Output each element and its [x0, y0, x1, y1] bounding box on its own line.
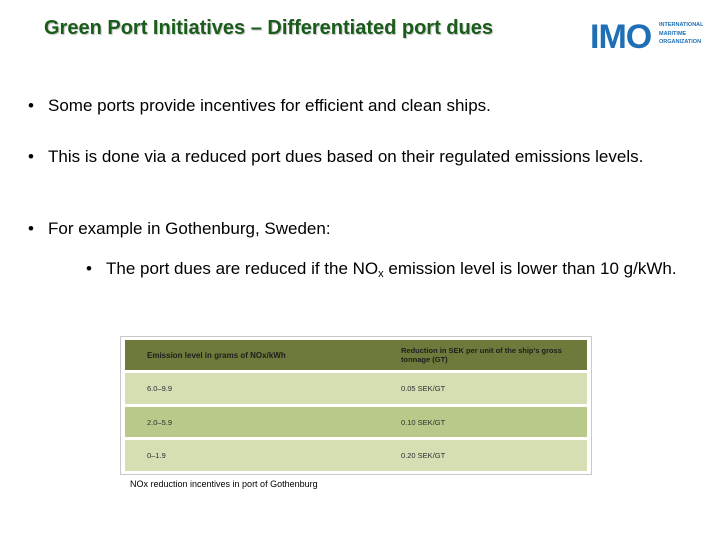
bullet-dot: • [28, 147, 34, 166]
table-cell: 2.0–5.9 [125, 405, 379, 439]
bullet-text-post: emission level is lower than 10 g/kWh. [383, 259, 677, 278]
slide-title: Green Port Initiatives – Differentiated port dues [44, 17, 493, 39]
bullet-dot: • [28, 96, 34, 115]
imo-logo [590, 16, 710, 56]
bullet-text: Some ports provide incentives for efficient and clean ships. [48, 96, 491, 115]
bullet-gothenburg-example [28, 218, 708, 240]
bullet-dot: • [86, 259, 92, 278]
table-cell: 0.20 SEK/GT [379, 439, 587, 471]
bullet-reduced-dues [28, 146, 708, 168]
bullet-text: For example in Gothenburg, Sweden: [48, 219, 331, 238]
nox-subscript: x [378, 268, 384, 280]
table-cell: 0.10 SEK/GT [379, 405, 587, 439]
column-header: Emission level in grams of NOx/kWh [125, 340, 379, 372]
bullet-dot: • [28, 219, 34, 238]
logo-mark: IMO [590, 18, 652, 56]
logo-text [659, 21, 704, 47]
table-row [125, 372, 587, 406]
table-cell: 0.05 SEK/GT [379, 372, 587, 406]
logo-line: MARITIME [659, 30, 687, 37]
bullet-text-pre: The port dues are reduced if the NO [106, 259, 379, 278]
column-header: Reduction in SEK per unit of the ship's gross tonnage (GT) [379, 340, 587, 372]
sub-bullet-nox-threshold [86, 258, 696, 280]
bullet-text [106, 258, 696, 280]
bullet-text: This is done via a reduced port dues based on their regulated emissions levels. [48, 147, 644, 166]
nox-dues-table [125, 340, 587, 471]
table-caption: NOx reduction incentives in port of Gothenburg [130, 479, 318, 489]
table-cell: 0–1.9 [125, 439, 379, 471]
bullet-incentives [28, 95, 708, 117]
table-row [125, 405, 587, 439]
table-row [125, 439, 587, 471]
table-header-row [125, 340, 587, 372]
logo-line: INTERNATIONAL [659, 22, 704, 28]
nox-dues-table-image [120, 336, 592, 475]
table-cell: 6.0–9.9 [125, 372, 379, 406]
logo-line: ORGANIZATION [659, 39, 702, 45]
